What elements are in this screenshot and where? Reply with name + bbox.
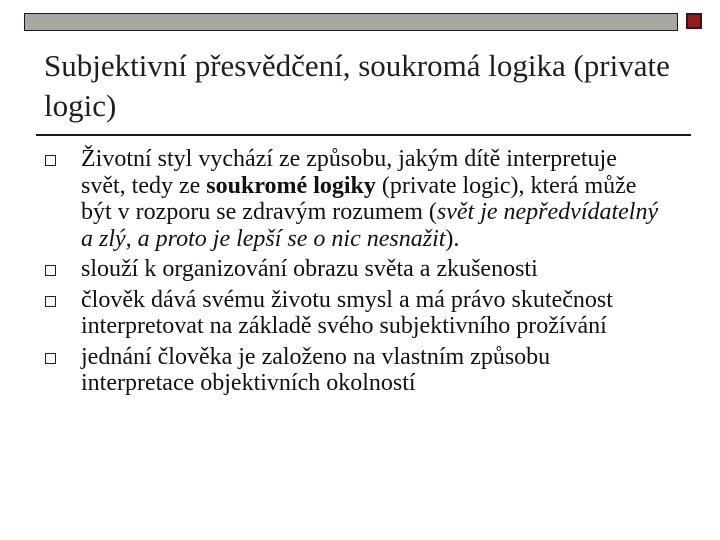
bullet-list bbox=[0, 138, 720, 397]
bullet-item-lifestyle bbox=[0, 146, 661, 252]
bullet-text: jednání člověka je založeno na vlastním způsobu interpretace objektivních okolností bbox=[81, 343, 551, 396]
hollow-square-bullet-icon bbox=[45, 265, 56, 276]
bullet-text-part3: ). bbox=[445, 225, 460, 252]
slide-title: Subjektivní přesvědčení, soukromá logika (private logic) bbox=[44, 48, 670, 123]
bullet-item-behavior bbox=[0, 344, 661, 397]
bullet-text-bold-private-logic: soukromé logiky bbox=[206, 172, 376, 199]
bullet-text-italic-example: svět je nepředvídatelný a zlý, a proto je lepší se o nic nesnažit bbox=[81, 199, 659, 252]
hollow-square-bullet-icon bbox=[45, 296, 56, 307]
hollow-square-bullet-icon bbox=[45, 155, 56, 166]
hollow-square-bullet-icon bbox=[45, 353, 56, 364]
title-underline-rule bbox=[36, 134, 691, 136]
bullet-item-organizing bbox=[0, 256, 661, 283]
bullet-text: slouží k organizování obrazu světa a zkušenosti bbox=[81, 256, 538, 282]
decorative-corner-square bbox=[686, 13, 702, 29]
bullet-text-part1: Životní styl vychází ze způsobu, jakým dítě interpretuje svět, tedy ze bbox=[81, 146, 617, 199]
bullet-text: člověk dává svému životu smysl a má právo skutečnost interpretovat na základě svého subjektivního prožívání bbox=[81, 286, 613, 339]
bullet-item-meaning bbox=[0, 287, 661, 340]
bullet-text-part2: (private logic), která může být v rozporu se zdravým rozumem ( bbox=[81, 172, 637, 225]
decorative-top-bar bbox=[24, 13, 678, 31]
